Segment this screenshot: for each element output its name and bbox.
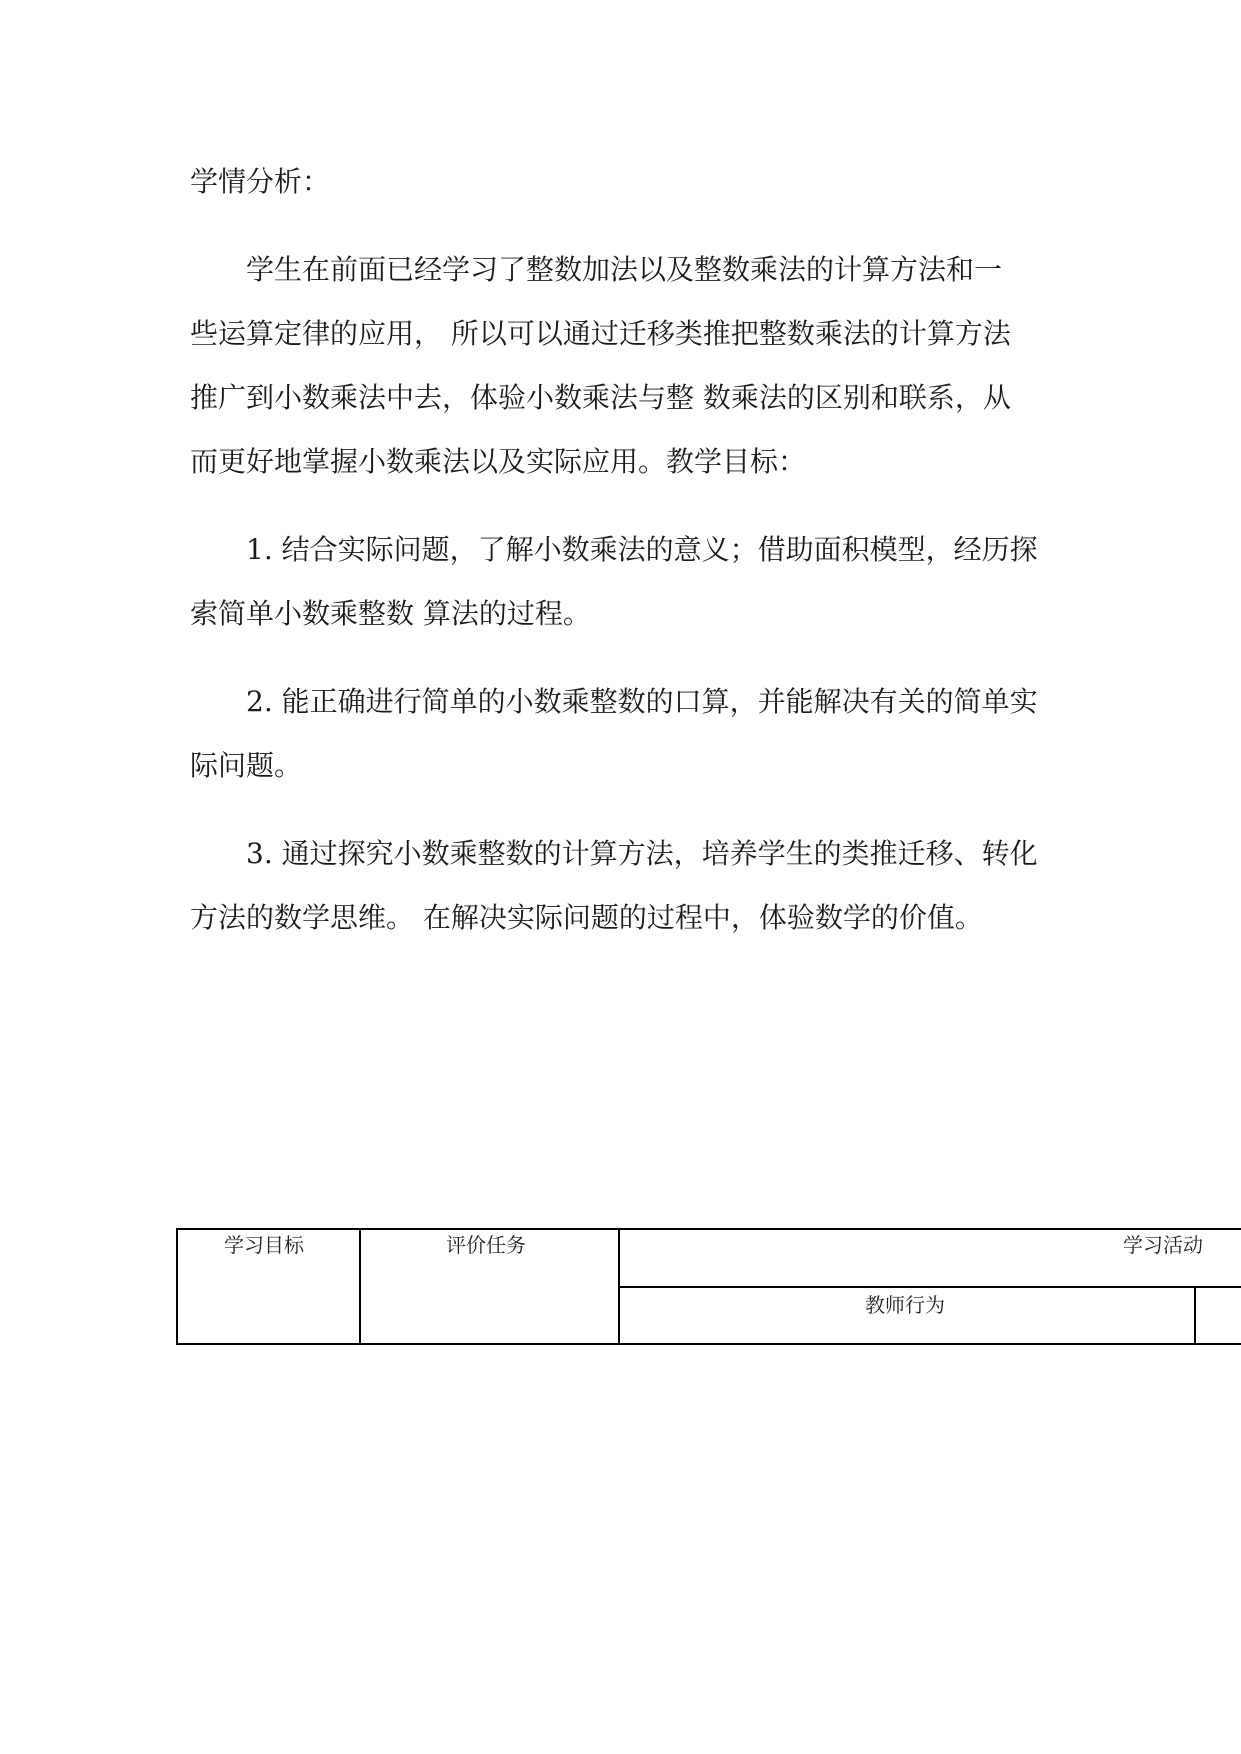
header-teacher-behavior: 教师行为 (865, 1293, 945, 1317)
paragraph-line: 3. 通过探究小数乘整数的计算方法，培养学生的类推迁移、转化 (246, 837, 1038, 870)
header-learning-goal: 学习目标 (224, 1233, 304, 1257)
header-learning-activity: 学习活动 (1123, 1233, 1203, 1257)
objective-1-paragraph (190, 518, 1050, 646)
table-border-bottom (176, 1343, 1241, 1345)
analysis-paragraph (190, 238, 1050, 494)
lesson-plan-table (176, 1228, 1241, 1345)
paragraph-line: 际问题。 (190, 749, 303, 782)
paragraph-line: 方法的数学思维。 在解决实际问题的过程中，体验数学的价值。 (190, 901, 983, 934)
header-evaluation-task: 评价任务 (446, 1233, 526, 1257)
table-border-top (176, 1228, 1241, 1230)
paragraph-line: 学生在前面已经学习了整数加法以及整数乘法的计算方法和一 (246, 253, 1003, 286)
paragraph-line: 而更好地掌握小数乘法以及实际应用。教学目标： (190, 445, 807, 478)
section-heading: 学情分析： (190, 165, 331, 198)
objective-2-paragraph (190, 670, 1050, 798)
paragraph-line: 些运算定律的应用， 所以可以通过迁移类推把整数乘法的计算方法 (190, 317, 1011, 350)
objective-3-paragraph (190, 822, 1050, 950)
table-divider (359, 1228, 361, 1345)
table-divider (618, 1286, 1241, 1288)
paragraph-line: 1. 结合实际问题，了解小数乘法的意义；借助面积模型，经历探 (246, 533, 1038, 566)
table-divider (1194, 1286, 1196, 1345)
paragraph-line: 推广到小数乘法中去，体验小数乘法与整 数乘法的区别和联系，从 (190, 381, 1011, 414)
paragraph-line: 2. 能正确进行简单的小数乘整数的口算，并能解决有关的简单实 (246, 685, 1038, 718)
paragraph-line: 索简单小数乘整数 算法的过程。 (190, 597, 591, 630)
table-border-left (176, 1228, 178, 1345)
